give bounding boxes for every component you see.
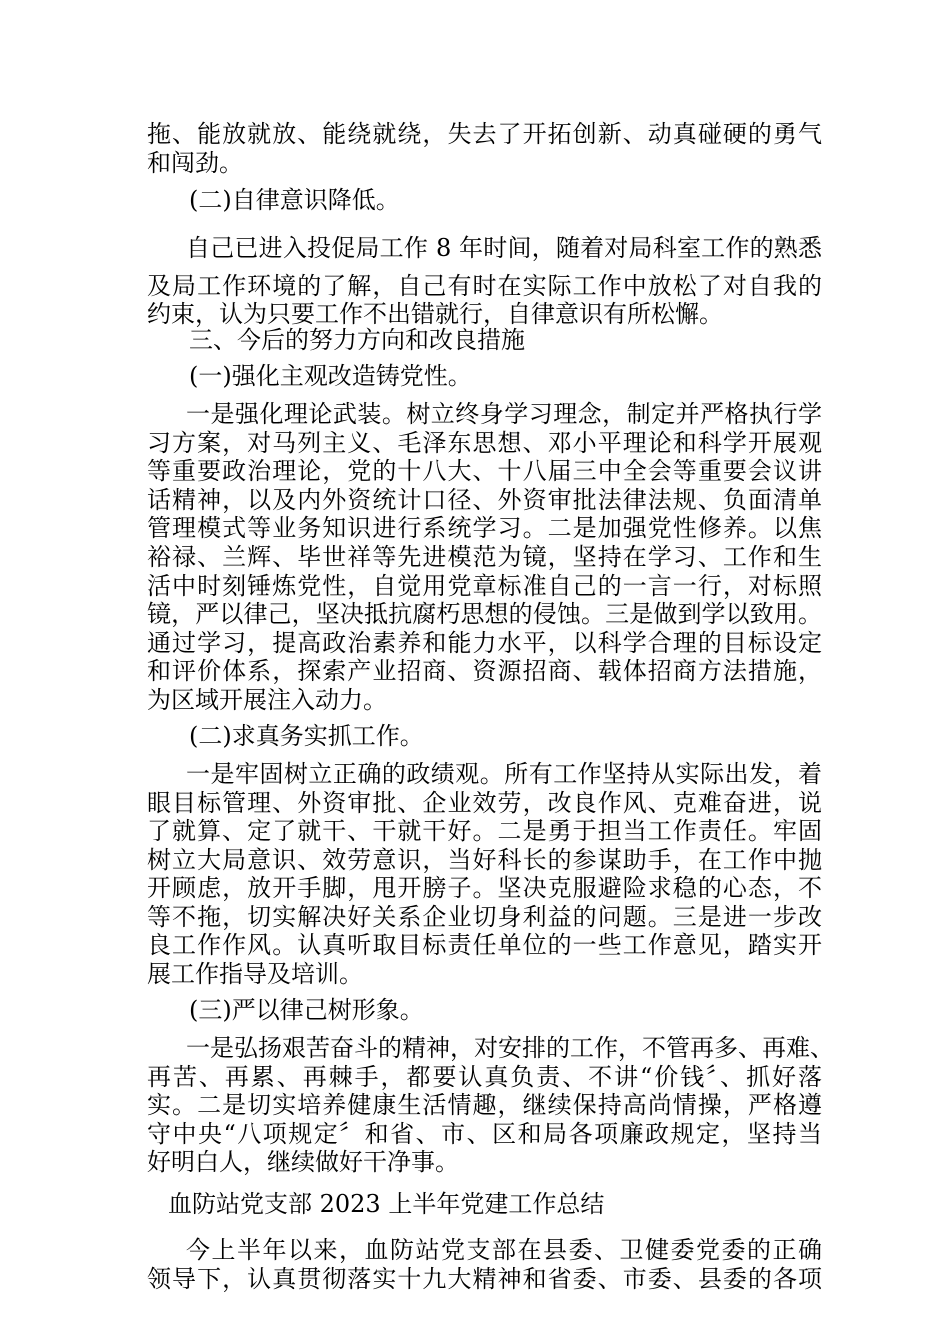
- section-heading: (三)严以律己树形象。: [189, 996, 424, 1024]
- paragraph-line: 管理模式等业务知识进行系统学习。二是加强党性修养。以焦: [147, 514, 822, 542]
- paragraph-line: 等不拖，切实解决好关系企业切身利益的问题。三是进一步改: [147, 903, 822, 931]
- paragraph-line: 树立大局意识、效劳意识，当好科长的参谋助手，在工作中抛: [147, 846, 822, 874]
- section-heading: (二)自律意识降低。: [189, 186, 400, 214]
- section-heading: 三、今后的努力方向和改良措施: [189, 326, 525, 354]
- section-heading: (二)求真务实抓工作。: [189, 722, 424, 750]
- paragraph-line: 良工作作风。认真听取目标责任单位的一些工作意见，踏实开: [147, 931, 822, 959]
- paragraph-line: 好明白人，继续做好干净事。: [147, 1148, 459, 1176]
- paragraph-line: 及局工作环境的了解，自己有时在实际工作中放松了对自我的: [147, 272, 822, 300]
- article-title: 血防站党支部 2023 上半年党建工作总结: [168, 1190, 605, 1218]
- paragraph-line: 习方案，对马列主义、毛泽东思想、邓小平理论和科学开展观: [147, 429, 822, 457]
- paragraph-line: 守中央“八项规定〞和省、市、区和局各项廉政规定，坚持当: [147, 1120, 822, 1148]
- paragraph-line: 再苦、再累、再棘手，都要认真负责、不讲“价钱〞、抓好落: [147, 1063, 822, 1091]
- paragraph-line: 一是弘扬艰苦奋斗的精神，对安排的工作，不管再多、再难、: [186, 1034, 834, 1062]
- paragraph-line: 眼目标管理、外资审批、企业效劳，改良作风、克难奋进，说: [147, 789, 822, 817]
- paragraph-line: 开顾虑，放开手脚，甩开膀子。坚决克服避险求稳的心态，不: [147, 874, 822, 902]
- paragraph-line: 裕禄、兰辉、毕世祥等先进模范为镜，坚持在学习、工作和生: [147, 543, 822, 571]
- paragraph-line: 等重要政治理论，党的十八大、十八届三中全会等重要会议讲: [147, 457, 822, 485]
- paragraph-line: 今上半年以来，血防站党支部在县委、卫健委党委的正确: [186, 1236, 822, 1264]
- section-heading: (一)强化主观改造铸党性。: [189, 362, 472, 390]
- paragraph-line: 话精神，以及内外资统计口径、外资审批法律法规、负面清单: [147, 486, 822, 514]
- paragraph-line: 实。二是切实培养健康生活情趣，继续保持高尚情操，严格遵: [147, 1091, 822, 1119]
- paragraph-line: 约束，认为只要工作不出错就行，自律意识有所松懈。: [147, 300, 723, 328]
- paragraph-line: 和闯劲。: [147, 149, 243, 177]
- paragraph-line: 为区域开展注入动力。: [147, 686, 387, 714]
- paragraph-line: 领导下，认真贯彻落实十九大精神和省委、市委、县委的各项: [147, 1265, 822, 1293]
- paragraph-line: 镜，严以律己，坚决抵抗腐朽思想的侵蚀。三是做到学以致用。: [147, 600, 822, 628]
- paragraph-line: 通过学习，提高政治素养和能力水平，以科学合理的目标设定: [147, 629, 822, 657]
- paragraph-line: 自己已进入投促局工作 8 年时间，随着对局科室工作的熟悉: [186, 234, 822, 262]
- paragraph-line: 拖、能放就放、能绕就绕，失去了开拓创新、动真碰硬的勇气: [147, 120, 822, 148]
- paragraph-line: 了就算、定了就干、干就干好。二是勇于担当工作责任。牢固: [147, 817, 822, 845]
- paragraph-line: 展工作指导及培训。: [147, 960, 363, 988]
- paragraph-line: 一是牢固树立正确的政绩观。所有工作坚持从实际出发，着: [186, 760, 822, 788]
- paragraph-line: 和评价体系，探索产业招商、资源招商、载体招商方法措施，: [147, 657, 822, 685]
- paragraph-line: 一是强化理论武装。树立终身学习理念，制定并严格执行学: [186, 400, 822, 428]
- paragraph-line: 活中时刻锤炼党性，自觉用党章标准自己的一言一行，对标照: [147, 572, 822, 600]
